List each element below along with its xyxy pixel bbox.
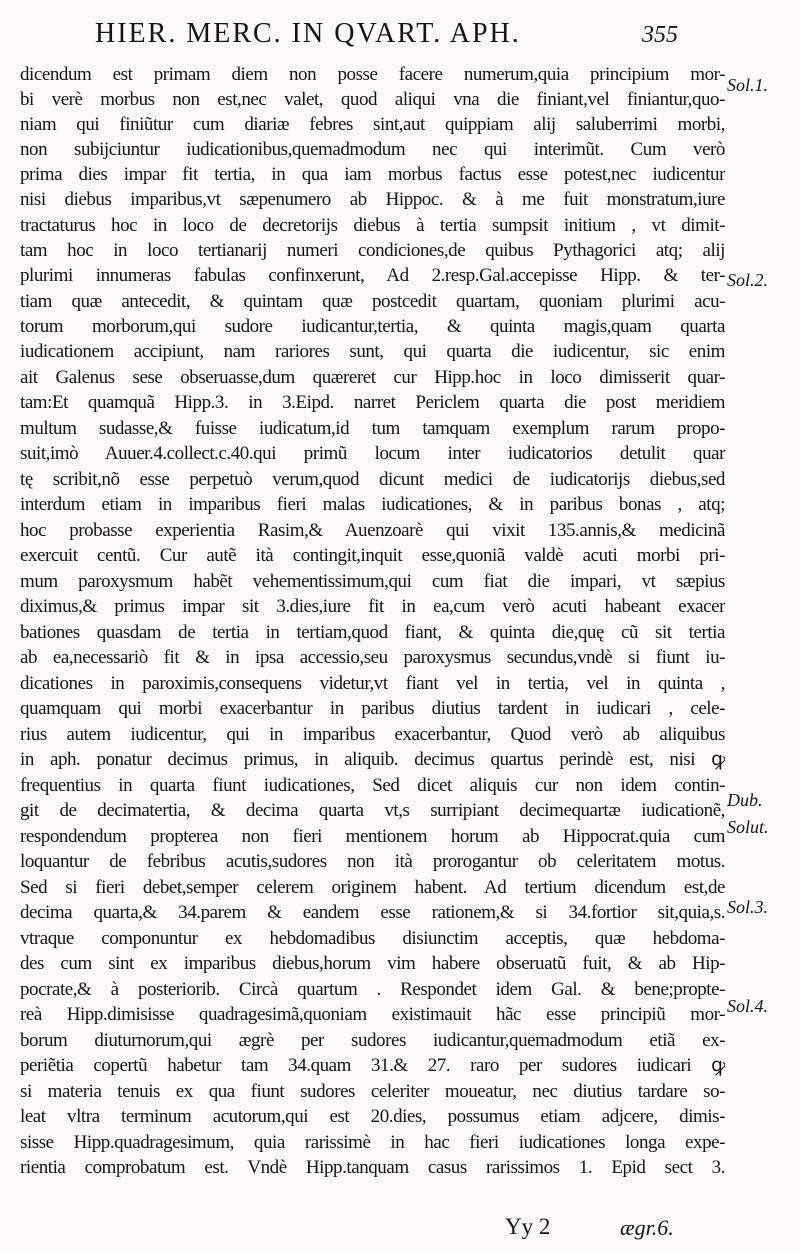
text-line-1: dicendum est primam diem non posse facere numerum,quia principium mor- [20,64,725,85]
page-number: 355 [642,22,678,48]
text-line-38: reà Hipp.dimisisse quadragesimã,quoniam existimauit hãc esse principiũ mor- [20,1004,725,1025]
text-line-15: multum sudasse,& fuisse iudicatum,id tum tamquam exemplum rarum propo- [20,418,725,439]
main-text-block [20,61,725,1201]
text-line-35: vtraque componuntur ex hebdomadibus disiunctim acceptis, quæ hebdoma- [20,928,725,949]
page-footer [0,1214,800,1246]
text-line-20: exercuit centũ. Cur autẽ ità contingit,inquit esse,quoniã valdè acuti morbi pri- [20,545,725,566]
margin-note-sol-3: Sol.3. [727,897,769,917]
text-line-25: dicationes in paroximis,consequens videtur,vt fiant vel in tertia, vel in quinta , [20,673,725,694]
text-line-42: leat vltra terminum acutorum,qui est 20.dies, possumus etiam adjcere, dimis- [20,1106,725,1127]
text-line-44: rientia comprobatum est. Vndè Hipp.tanquam casus rarissimos 1. Epid sect 3. [20,1157,725,1178]
text-line-17: tę scribit,nõ esse perpetuò verum,quod dicunt medici de iudicatorijs diebus,sed [20,469,725,490]
text-line-12: iudicationem accipiunt, nam rariores sunt, qui quarta die iudicentur, sic enim [20,341,725,362]
text-line-10: tiam quæ antecedit, & quintam quæ postcedit quartam, quoniam plurimi acu- [20,291,725,312]
text-line-27: rius autem iudicentur, qui in imparibus exacerbantur, Quod verò ab aliquibus [20,724,725,745]
text-line-8: tam hoc in loco tertianarij numeri condiciones,de quibus Pythagorici atq; alij [20,240,725,261]
text-line-23: bationes quasdam de tertia in tertiam,quod fiant, & quinta die,quę cũ sit tertia [20,622,725,643]
text-line-28: in aph. ponatur decimus primus, in aliquib. decimus quartus perindè est, nisi ꝙ [20,749,725,770]
text-line-7: tractaturus hoc in loco de decretorijs diebus à tertia sumpsit initium , vt dimit- [20,215,725,236]
text-line-39: borum diuturnorum,qui ægrè per sudores iudicantur,quemadmodum etiã ex- [20,1030,725,1051]
text-line-5: prima dies impar fit tertia, in qua iam morbus factus esse potest,nec iudicentur [20,164,725,185]
signature-mark: Yy 2 [505,1214,551,1239]
text-line-41: si materia tenuis ex qua fiunt sudores celeriter moueatur, nec diutius tardare so- [20,1081,725,1102]
margin-note-sol-1: Sol.1. [727,75,769,95]
text-line-13: ait Galenus sese obseruasse,dum quæreret cur Hipp.hoc in loco dimisserit quar- [20,367,725,388]
text-line-30: git de decimatertia, & decima quarta vt,s surripiant decimequartæ iudicationẽ, [20,800,725,821]
text-line-31: respondendum propterea non fieri mentionem horum ab Hippocrat.quia cum [20,826,725,847]
margin-note-solut: Solut. [727,817,769,837]
text-line-40: periẽtia copertũ habetur tam 34.quam 31.& 27. raro per sudores iudicari ꝙ [20,1055,725,1076]
text-line-29: frequentius in quarta fiunt iudicationes, Sed dicet aliquis cur non idem contin- [20,775,725,796]
text-line-6: nisi diebus imparibus,vt sæpenumero ab Hippoc. & à me fuit monstratum,iure [20,189,725,210]
text-line-19: hoc probasse experientia Rasim,& Auenzoarè qui vixit 135.annis,& medicinã [20,520,725,541]
margin-note-dub: Dub. [727,790,763,810]
text-line-22: diximus,& primus impar sit 3.dies,iure fit in ea,cum verò acuti habeant exacer [20,596,725,617]
text-line-32: loquantur de febribus acutis,sudores non ità prorogantur ob celeritatem motus. [20,851,725,872]
running-title: HIER. MERC. IN QVART. APH. [95,18,521,49]
text-line-11: torum morborum,qui sudore iudicantur,tertia, & quinta magis,quam quarta [20,316,725,337]
running-header [0,18,800,54]
text-line-33: Sed si fieri debet,semper celerem originem habent. Ad tertium dicendum est,de [20,877,725,898]
text-line-24: ab ea,necessariò fit & in ipsa accessio,seu paroxysmus secundus,vndè si fiunt iu- [20,647,725,668]
text-line-4: non subijciuntur iudicationibus,quemadmodum nec qui interimũt. Cum verò [20,139,725,160]
text-line-37: pocrate,& à posteriorib. Circà quartum . Respondet idem Gal. & bene;propte- [20,979,725,1000]
text-line-18: interdum etiam in imparibus fieri malas iudicationes, & in paribus bonas , atq; [20,494,725,515]
text-line-34: decima quarta,& 34.parem & eandem esse rationem,& si 34.fortior sit,quia,s. [20,902,725,923]
text-line-43: sisse Hipp.quadragesimum, quia rarissimè in hac fieri iudicationes longa expe- [20,1132,725,1153]
catchword: ægr.6. [620,1215,674,1240]
margin-note-sol-4: Sol.4. [727,996,769,1016]
text-line-14: tam:Et quamquã Hipp.3. in 3.Eipd. narret Periclem quarta die post meridiem [20,392,725,413]
text-line-3: niam qui finiũtur cum diariæ febres sint,aut quippiam alij saluberrimi morbi, [20,114,725,135]
text-line-16: suit,imò Auuer.4.collect.c.40.qui primũ locum inter iudicatorios detulit quar [20,443,725,464]
margin-note-sol-2: Sol.2. [727,270,769,290]
text-line-36: des cum sint ex imparibus diebus,horum vim habere obseruatũ fuit, & ab Hip- [20,953,725,974]
text-line-21: mum paroxysmum habẽt vehementissimum,qui cum fiat die impari, vt sæpius [20,571,725,592]
text-line-26: quamquam qui morbi exacerbantur in paribus diutius tardent in iudicari , cele- [20,698,725,719]
text-line-2: bi verè morbus non est,nec valet, quod aliqui vna die finiant,vel finiantur,quo- [20,89,725,110]
text-line-9: plurimi innumeras fabulas confinxerunt, Ad 2.resp.Gal.accepisse Hipp. & ter- [20,265,725,286]
